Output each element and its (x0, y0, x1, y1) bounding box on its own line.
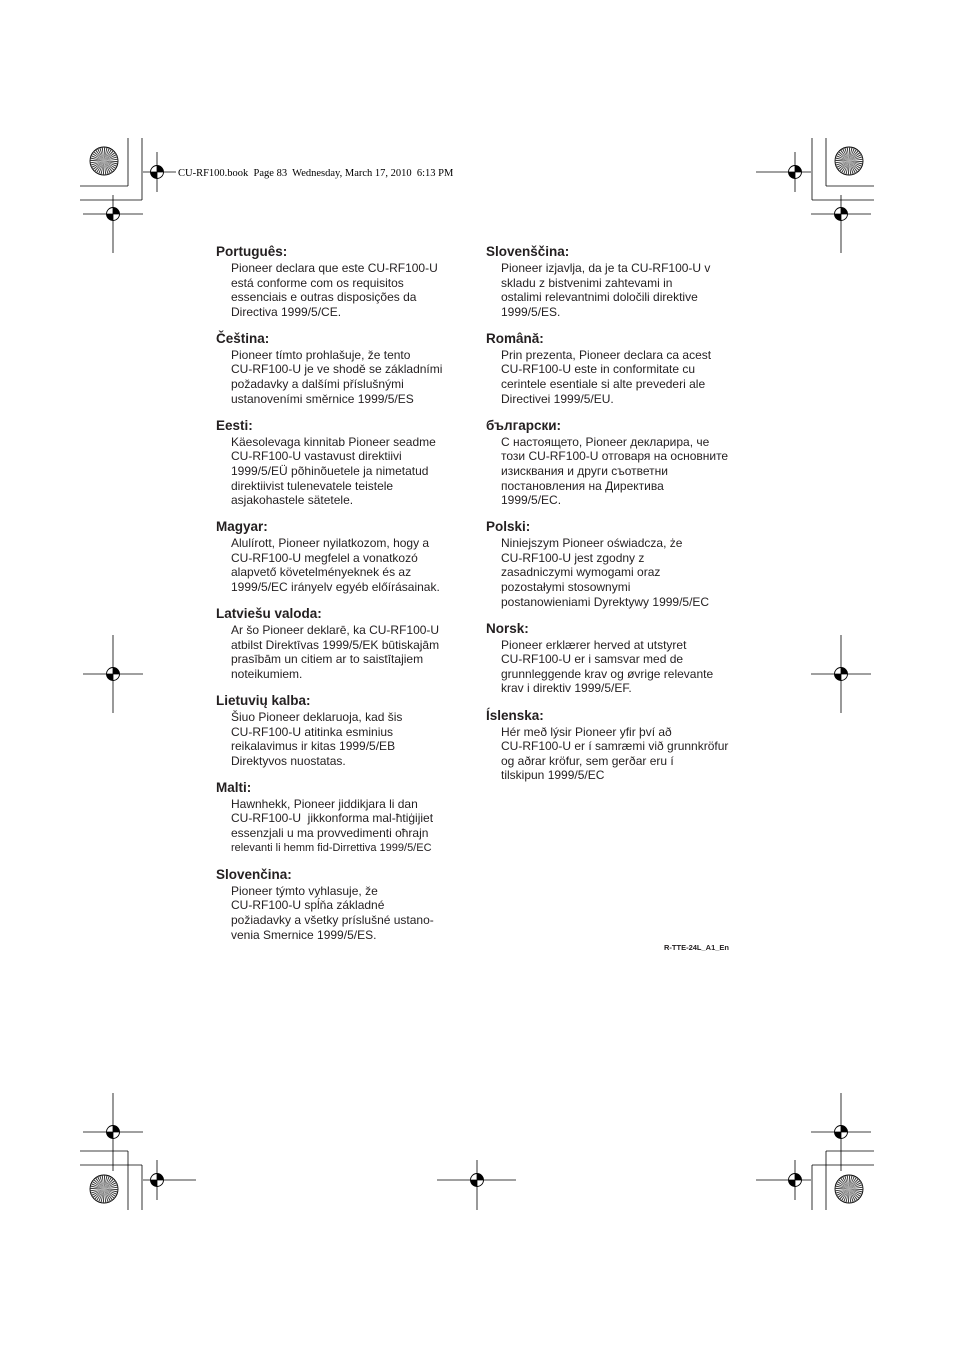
target-quadrant (151, 172, 158, 179)
target-quadrant (477, 1174, 484, 1181)
declaration-line: požadavky a dalšími příslušnými (231, 377, 404, 392)
target-quadrant (789, 1180, 796, 1187)
target-quadrant (107, 674, 114, 681)
section-heading: български: (486, 417, 562, 433)
section-heading: Slovenščina: (486, 244, 570, 259)
target-quadrant (835, 214, 842, 221)
declaration-line: Hér með lýsir Pioneer yfir því að (501, 724, 672, 739)
target-quadrant (157, 1174, 164, 1181)
declaration-line: Alulírott, Pioneer nyilatkozom, hogy a (231, 536, 430, 551)
target-quadrant (841, 668, 848, 675)
declaration-line: asjakohastele sätetele. (231, 493, 354, 508)
declaration-line: CU-RF100-U er i samsvar med de (501, 652, 684, 667)
declaration-line: CU-RF100-U vastavust direktiivi (231, 449, 402, 464)
declaration-line: Käesolevaga kinnitab Pioneer seadme (231, 434, 436, 449)
registration-target (143, 1160, 196, 1200)
target-quadrant (157, 166, 164, 173)
declaration-line: Prin prezenta, Pioneer declara ca acest (501, 347, 712, 362)
declaration-malti (216, 778, 471, 855)
declaration-line: Pioneer tímto prohlašuje, že tento (231, 347, 411, 362)
declaration-line: cerintele esentiale si alte prevederi ale (501, 377, 706, 392)
target-quadrant (113, 668, 120, 675)
declaration-line: Directivei 1999/5/EU. (501, 391, 614, 406)
declaration-line: atbilst Direktīvas 1999/5/EK būtiskajām (231, 637, 440, 652)
declaration-magyar (216, 517, 471, 594)
declaration-bulgarian (486, 416, 761, 508)
declaration-line: relevanti li hemm fid-Dirrettiva 1999/5/EC (231, 841, 432, 854)
declaration-line: noteikumiem. (231, 666, 303, 681)
declaration-line: venia Smernice 1999/5/ES. (231, 927, 377, 942)
declaration-line: essenciais e outras disposições da (231, 290, 417, 305)
target-quadrant (835, 674, 842, 681)
section-heading: Lietuvių kalba: (216, 692, 311, 708)
declaration-line: 1999/5/EÜ põhinõuetele ja nimetatud (231, 463, 429, 478)
declaration-line: постановления на Директива (501, 478, 664, 493)
declaration-line: 1999/5/EC irányelv egyéb előírásainak. (231, 580, 440, 594)
starburst-mark-bottom-left (90, 1175, 118, 1203)
registration-target (811, 635, 871, 713)
declaration-norsk (486, 619, 761, 696)
declaration-line: 1999/5/EC. (501, 493, 562, 508)
section-heading: Norsk: (486, 620, 529, 636)
declaration-islenska (486, 706, 761, 783)
target-quadrant (151, 1180, 158, 1187)
section-heading: Polski: (486, 519, 531, 535)
declaration-line: zasadniczymi wymogami oraz (501, 565, 661, 580)
declaration-line: CU-RF100-U spĺňa základné (231, 898, 385, 913)
declaration-line: skladu z bistvenimi zahtevami in (501, 275, 673, 290)
declaration-line: ustanoveními směrnice 1999/5/ES (231, 391, 414, 406)
declaration-line: direktiivist tulenevatele teistele (231, 478, 394, 493)
left-column (216, 242, 471, 952)
declaration-line: Directiva 1999/5/CE. (231, 304, 342, 319)
target-quadrant (471, 1180, 478, 1187)
declaration-line: Pioneer erklærer herved at utstyret (501, 637, 687, 652)
registration-target (83, 195, 143, 253)
registration-target (811, 195, 871, 253)
declaration-line: Pioneer izjavlja, da je ta CU-RF100-U v (501, 261, 711, 275)
declaration-line: prasībām un citiem ar to saistītajiem (231, 652, 424, 667)
target-quadrant (795, 166, 802, 173)
declaration-line: está conforme com os requisitos (231, 275, 404, 290)
registration-target (143, 152, 176, 192)
target-quadrant (841, 1126, 848, 1133)
target-quadrant (841, 208, 848, 215)
declaration-line: Ar šo Pioneer deklarē, ka CU-RF100-U (231, 623, 440, 638)
target-quadrant (113, 1126, 120, 1133)
declaration-line: изисквания и други съответни (501, 463, 668, 478)
declaration-line: CU-RF100-U atitinka esminius (231, 724, 394, 739)
declaration-line: Pioneer týmto vyhlasuje, že (231, 883, 378, 898)
target-quadrant (835, 1132, 842, 1139)
declaration-cestina (216, 329, 471, 406)
registration-target (811, 1093, 871, 1171)
declaration-line: grunnleggende krav og øvrige relevante (501, 666, 714, 681)
declaration-line: essenzjali u ma provvedimenti oħrajn (231, 826, 429, 841)
declaration-line: CU-RF100-U megfelel a vonatkozó (231, 550, 418, 565)
registration-target (756, 1160, 811, 1200)
target-quadrant (795, 1174, 802, 1181)
declaration-slovencina (216, 865, 471, 942)
right-column (486, 242, 761, 792)
declaration-line: CU-RF100-U este in conformitate cu (501, 362, 696, 377)
declaration-line: Direktyvos nuostatas. (231, 753, 346, 768)
declaration-line: krav i direktiv 1999/5/EF. (501, 681, 632, 696)
declaration-line: CU-RF100-U je ve shodě se základními (231, 362, 443, 377)
starburst-mark-top-left (90, 147, 118, 175)
declaration-line: alapvető követelményeknek és az (231, 565, 412, 580)
target-quadrant (107, 1132, 114, 1139)
target-quadrant (107, 214, 114, 221)
declaration-portugues (216, 242, 471, 319)
declaration-line: pozostałymi stosownymi (501, 580, 631, 594)
file-slug: CU-RF100.book Page 83 Wednesday, March 17, 2010 6:13 PM (178, 168, 454, 179)
declaration-line: reikalavimus ir kitas 1999/5/EB (231, 739, 396, 754)
declaration-polski (486, 517, 761, 609)
starburst-mark-top-right (835, 147, 863, 175)
section-heading: Latviešu valoda: (216, 606, 322, 622)
starburst-mark-bottom-right (835, 1175, 863, 1203)
target-quadrant (789, 172, 796, 179)
declaration-line: CU-RF100-U er í samræmi við grunnkröfur (501, 739, 729, 754)
declaration-line: Niniejszym Pioneer oświadcza, że (501, 536, 683, 551)
declaration-line: този CU-RF100-U отговаря на основните (501, 449, 729, 464)
document-code: R-TTE-24L_A1_En (664, 943, 730, 952)
section-heading: Português: (216, 244, 288, 259)
declaration-line: CU-RF100-U jikkonforma mal-ħtiġijiet (231, 811, 434, 826)
declaration-line: postanowieniami Dyrektywy 1999/5/EC (501, 594, 710, 609)
section-heading: Íslenska: (486, 707, 544, 723)
section-heading: Română: (486, 330, 544, 346)
registration-target (756, 152, 811, 192)
registration-target (83, 1093, 143, 1171)
declaration-line: Pioneer declara que este CU-RF100-U (231, 261, 438, 275)
target-quadrant (113, 208, 120, 215)
section-heading: Čeština: (216, 330, 270, 346)
declaration-line: Šiuo Pioneer deklaruoja, kad šis (231, 709, 403, 724)
declaration-lietuviu (216, 691, 471, 768)
section-heading: Malti: (216, 779, 252, 795)
registration-target (437, 1160, 516, 1210)
declaration-line: tilskipun 1999/5/EC (501, 768, 605, 783)
registration-target (83, 635, 143, 713)
declaration-line: CU-RF100-U jest zgodny z (501, 550, 645, 565)
declaration-romana (486, 329, 761, 406)
declaration-slovenscina (486, 242, 761, 319)
section-heading: Slovenčina: (216, 866, 292, 882)
declaration-line: ostalimi relevantnimi določili direktive (501, 290, 698, 305)
declaration-line: požiadavky a všetky príslušné ustano- (231, 912, 434, 927)
section-heading: Magyar: (216, 519, 268, 535)
declaration-line: 1999/5/ES. (501, 304, 561, 319)
declaration-line: Hawnhekk, Pioneer jiddikjara li dan (231, 796, 418, 811)
section-heading: Eesti: (216, 417, 253, 433)
declaration-line: og aðrar kröfur, sem gerðar eru í (501, 753, 674, 768)
declaration-eesti (216, 416, 471, 508)
declaration-line: С настоящето, Pioneer декларира, че (501, 434, 710, 449)
declaration-latviesu (216, 604, 471, 681)
